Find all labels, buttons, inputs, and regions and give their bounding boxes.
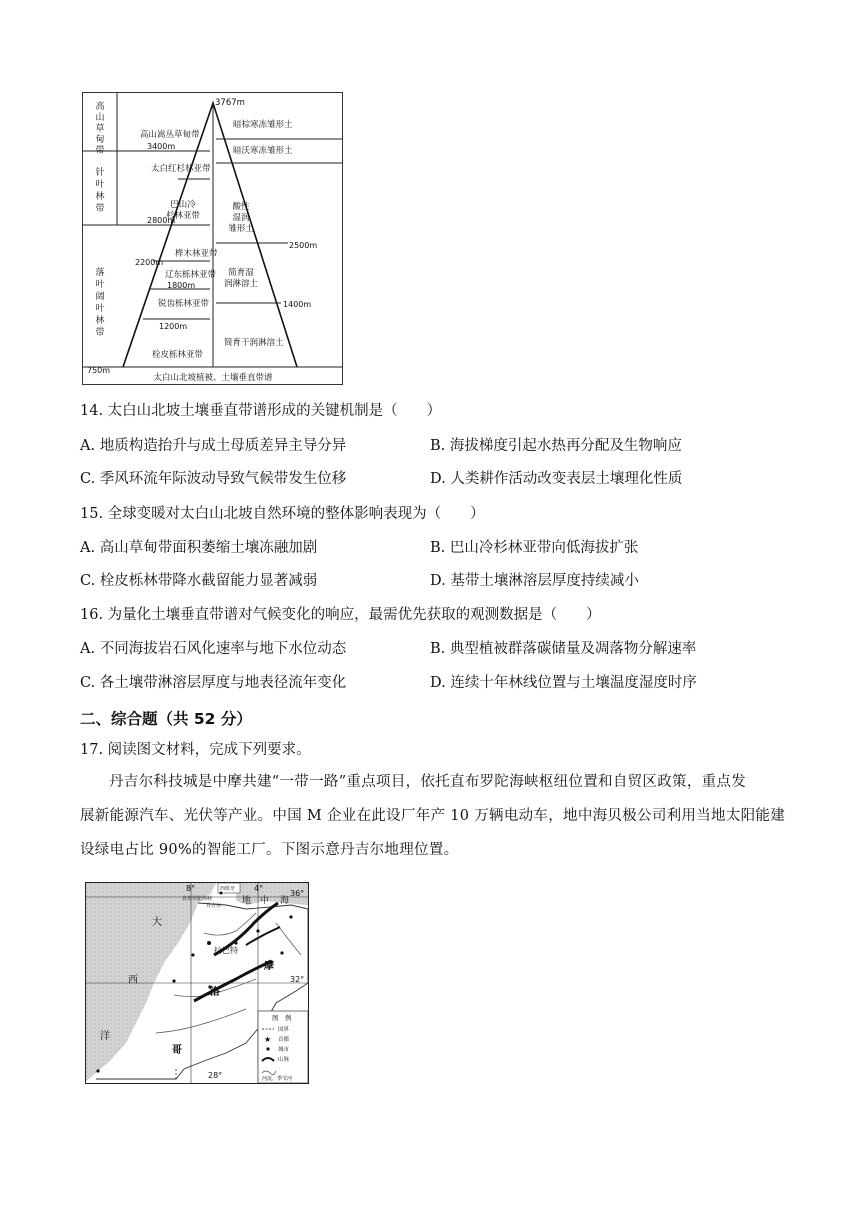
q15-option-b: B. 巴山冷杉林亚带向低海拔扩张 (430, 540, 639, 556)
map-svg (86, 883, 308, 1083)
soil-label: 简育湿 (228, 268, 254, 278)
country-label: 摩 (264, 961, 274, 972)
veg-label: 桦木林亚带 (175, 249, 218, 259)
soil-label: 酸性 (232, 202, 250, 212)
figure-caption: 太白山北坡植被、土壤垂直带谱 (153, 373, 273, 383)
zone-label-conifer (95, 166, 104, 214)
zone-char: 草 (95, 124, 105, 134)
zone-char: 叶 (95, 304, 105, 314)
veg-label: 锐齿栎林亚带 (158, 299, 210, 309)
q15-stem: 15. 全球变暖对太白山北坡自然环境的整体影响表现为（ ） (80, 506, 485, 522)
zone-char: 甸 (95, 135, 105, 145)
rabat-label: 拉巴特 (214, 946, 238, 955)
map-legend (258, 1011, 308, 1083)
lon-label-8: 8° (186, 884, 196, 893)
city-dot (256, 929, 259, 932)
zone-char: 带 (95, 146, 105, 156)
q16-option-b: B. 典型植被群落碳储量及凋落物分解速率 (430, 641, 697, 657)
country-label: 哥 (172, 1045, 182, 1056)
spain-label: 西班牙 (220, 886, 236, 892)
alt-label: 2500m (289, 241, 318, 250)
zone-char: 带 (95, 204, 105, 214)
veg-label: 太白红杉林亚带 (151, 164, 211, 174)
zone-char: 林 (95, 316, 105, 326)
material-line: 丹吉尔科技城是中摩共建“一带一路”重点项目，依托直布罗陀海峡枢纽位置和自贸区政策，重点发 (109, 774, 747, 790)
zone-char: 林 (95, 192, 105, 202)
city-dot (234, 941, 237, 944)
city-dot (191, 953, 194, 956)
vertical-zonation-figure (82, 92, 343, 385)
zone-char: 带 (95, 328, 105, 338)
city-dot (280, 951, 283, 954)
city-dot (289, 915, 292, 918)
lon-label-4: 4° (254, 884, 264, 893)
veg-label: 巴山冷 (170, 200, 196, 210)
zone-label-deciduous (95, 266, 104, 338)
ocean-label: 西 (128, 975, 138, 986)
q16-option-a: A. 不同海拔岩石风化速率与地下水位动态 (80, 641, 347, 657)
alt-label: 1800m (167, 281, 196, 290)
alt-label: 1200m (159, 322, 188, 331)
legend-item: 河流、季节河 (262, 1076, 293, 1082)
legend-item: 城市 (278, 1047, 290, 1053)
legend-item: 山脉 (278, 1057, 290, 1063)
river (156, 1009, 246, 1033)
material-line: 展新能源汽车、光伏等产业。中国 M 企业在此设厂年产 10 万辆电动车，地中海贝极公司利用当地太阳能建 (80, 808, 786, 824)
sea-label: 海 (280, 896, 290, 906)
alt-label: 3400m (147, 142, 176, 151)
q14-option-a: A. 地质构造抬升与成土母质差异主导分异 (80, 438, 347, 454)
material-line: 设绿电占比 90%的智能工厂。下图示意丹吉尔地理位置。 (80, 842, 459, 858)
legend-item: 国界 (278, 1027, 290, 1033)
zone-label-alpine (95, 100, 104, 156)
soil-label: 湿润 (232, 213, 250, 223)
ocean-label: 大 (152, 917, 162, 928)
soil-label: 雏形土 (228, 224, 254, 234)
ocean-label: 洋 (100, 1031, 110, 1042)
alt-label: 2800m (147, 216, 176, 225)
q15-option-c: C. 栓皮栎林带降水截留能力显著减弱 (80, 573, 318, 589)
q14-option-c: C. 季风环流年际波动导致气候带发生位移 (80, 471, 347, 487)
river (204, 913, 256, 935)
veg-label: 栓皮栎林亚带 (152, 350, 204, 360)
q14-option-d: D. 人类耕作活动改变表层土壤理化性质 (430, 471, 683, 487)
strait-label: 直布罗陀海峡 (182, 896, 213, 902)
atlas-mountains (194, 961, 272, 1001)
legend-capital-symbol: ★ (264, 1035, 272, 1044)
city-dot (96, 1069, 99, 1072)
q14-option-b: B. 海拔梯度引起水热再分配及生物响应 (430, 438, 682, 454)
tangier-location-map (85, 882, 309, 1084)
country-label: 洛 (210, 987, 220, 998)
alt-label: 750m (87, 366, 111, 375)
soil-label: 润淋溶土 (223, 279, 259, 289)
q15-option-d: D. 基带土壤淋溶层厚度持续减小 (430, 573, 639, 589)
atlantic-ocean (86, 883, 216, 1081)
alt-label: 1400m (283, 300, 312, 309)
q17-material (80, 765, 790, 867)
q14-stem: 14. 太白山北坡土壤垂直带谱形成的关键机制是（ ） (80, 403, 442, 419)
lat-label-32: 32° (290, 975, 305, 984)
zone-char: 落 (95, 268, 105, 278)
veg-label: 高山嵩丛草甸带 (140, 130, 200, 140)
zone-char: 山 (95, 113, 105, 123)
veg-label: 杉林亚带 (165, 211, 201, 221)
peak-label: 3767m (215, 98, 245, 108)
section-heading: 二、综合题（共 52 分） (80, 710, 252, 728)
soil-label: 暗沃寒冻雏形土 (233, 146, 293, 156)
lat-label-36: 36° (290, 889, 305, 898)
q16-stem: 16. 为量化土壤垂直带谱对气候变化的响应，最需优先获取的观测数据是（ ） (80, 607, 601, 623)
q16-option-c: C. 各土壤带淋溶层厚度与地表径流年变化 (80, 675, 347, 691)
soil-label: 简育干润淋溶土 (224, 338, 284, 348)
alt-label: 2200m (135, 258, 164, 267)
sea-label: 地 (242, 896, 252, 906)
zone-char: 叶 (95, 280, 105, 290)
q15-option-a: A. 高山草甸带面积萎缩土壤冻融加剧 (80, 540, 318, 556)
q17-stem: 17. 阅读图文材料，完成下列要求。 (80, 742, 311, 758)
middle-atlas-mountains (246, 927, 280, 945)
tangier-label: 丹吉尔 (206, 903, 222, 909)
legend-item: 首都 (278, 1037, 290, 1043)
sea-label: 中 (260, 896, 270, 906)
legend-title: 图 例 (272, 1014, 292, 1022)
soil-label: 暗棕寒冻雏形土 (233, 120, 293, 130)
capital-rabat (207, 941, 211, 945)
lat-label-28: 28° (208, 1071, 223, 1080)
zone-char: 阔 (95, 292, 105, 302)
zone-char: 针 (95, 168, 105, 178)
zonation-diagram (83, 93, 342, 384)
zone-char: 高 (95, 102, 105, 112)
legend-city-symbol (266, 1047, 269, 1050)
city-dot (172, 979, 175, 982)
veg-label: 辽东栎林亚带 (165, 270, 217, 280)
zone-char: 叶 (95, 180, 105, 190)
q16-option-d: D. 连续十年林线位置与土壤温度湿度时序 (430, 675, 697, 691)
